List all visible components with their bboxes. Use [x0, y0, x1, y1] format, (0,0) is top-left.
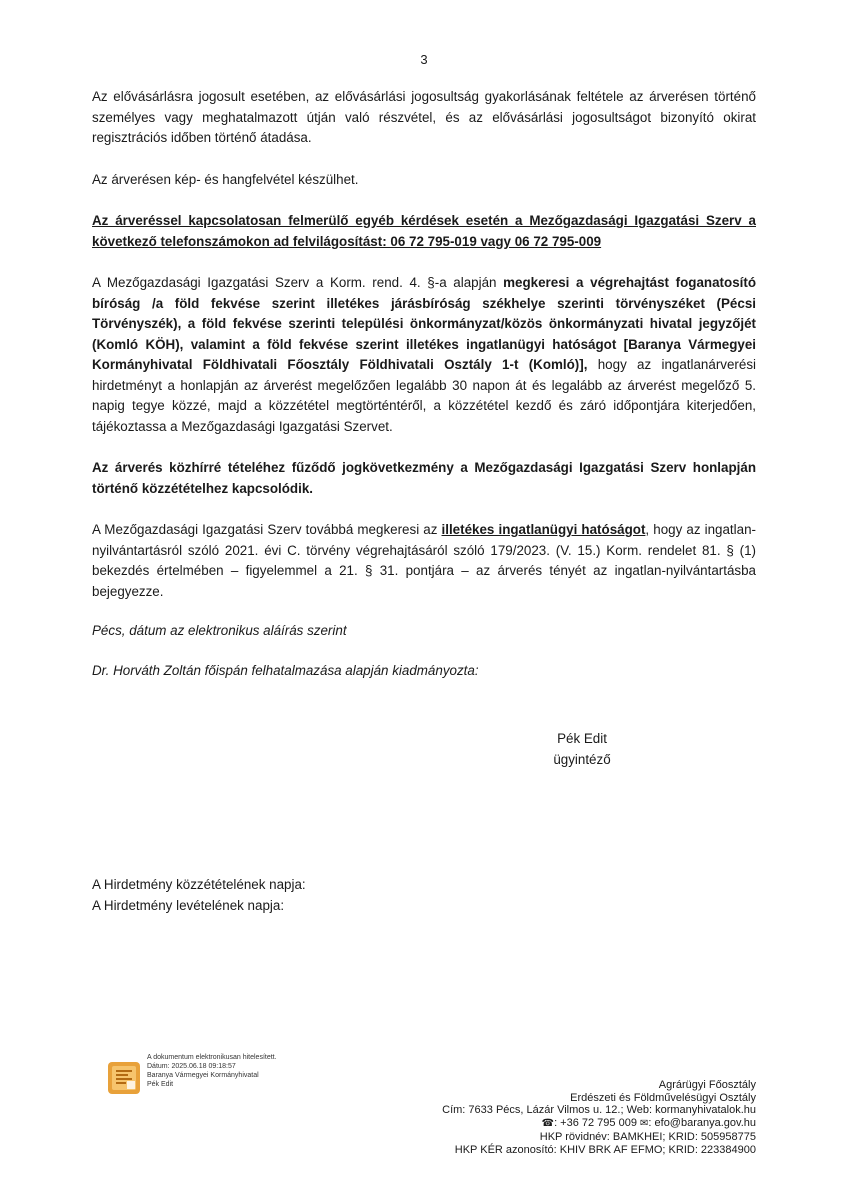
footer-email: : efo@baranya.gov.hu: [648, 1117, 756, 1130]
footer: [442, 1079, 756, 1156]
electronic-stamp: [107, 1053, 327, 1101]
phone-icon: ☎: [541, 1118, 555, 1130]
footer-department: Agrárügyi Főosztály: [658, 1079, 756, 1091]
document-body: [92, 87, 756, 681]
signatory-role: ügyintéző: [553, 751, 611, 767]
signatory-name: Pék Edit: [557, 731, 607, 746]
footer-hkp-ker: HKP KÉR azonosító: KHIV BRK AF EFMO; KRID: 223384900: [454, 1143, 756, 1156]
announcement-removed-label: A Hirdetmény levételének napja:: [92, 897, 285, 913]
signature-block: [512, 729, 652, 770]
announcement-published-label: A Hirdetmény közzétételének napja:: [92, 877, 306, 892]
paragraph-contact-phones: Az árveréssel kapcsolatosan felmerülő egyéb kérdések esetén a Mezőgazdasági Igazgatási Szerv a következő telefonszámokon ad felvilágosítást: 06 72 795-019 vagy 06 72 795-009: [92, 213, 756, 249]
stamp-text: [147, 1053, 277, 1089]
registry-authority: illetékes ingatlanügyi hatóságot: [441, 522, 646, 537]
registry-details: , hogy az ingatlan-nyilvántartásról szóló 2021. évi C. törvény végrehajtásáról szóló 179/2023. (V. 15.) Korm. rendelet 81. § (1) bekezdés értelmében – figyelemmel a 21. § 31. pontjára – az árverés tényét az ingatlan-nyilvántartásba bejegyezze.: [92, 522, 756, 599]
place-date: Pécs, dátum az elektronikus aláírás szerint: [92, 623, 347, 638]
stamp-line-4: Pék Edit: [147, 1081, 174, 1088]
announcement-dates: [92, 875, 306, 916]
paragraph-request: [92, 273, 756, 437]
stamp-line-1: A dokumentum elektronikusan hitelesített.: [147, 1054, 277, 1061]
footer-unit: Erdészeti és Földművelésügyi Osztály: [570, 1091, 756, 1104]
paragraph-registry: [92, 520, 756, 602]
page-number: 3: [420, 52, 428, 67]
paragraph-legal-consequence: Az árverés közhírré tételéhez fűződő jogkövetkezmény a Mezőgazdasági Igazgatási Szerv honlapján történő közzétételhez kapcsolódik.: [92, 460, 756, 496]
request-authorities: megkeresi a végrehajtást foganatosító bíróság /a föld fekvése szerint illetékes járásbíróság székhelye szerinti törvényszéket (Pécsi Törvényszék), a föld fekvése szerinti települési önkormányzat/közös önkormányzati hivatal jegyzőjét (Komló KÖH), valamint a föld fekvése szerint illetékes ingatlanügyi hatóságot [Baranya Vármegyei Kormányhivatal Földhivatali Főosztály Földhivatali Osztály 1-t (Komló)],: [92, 275, 756, 372]
email-icon: ✉: [640, 1118, 649, 1130]
authentication-seal-icon: [107, 1061, 141, 1095]
paragraph-recording: Az árverésen kép- és hangfelvétel készülhet.: [92, 171, 359, 187]
issuing-authority: Dr. Horváth Zoltán főispán felhatalmazása alapján kiadmányozta:: [92, 662, 479, 678]
footer-address: Cím: 7633 Pécs, Lázár Vilmos u. 12.; Web: kormanyhivatalok.hu: [442, 1104, 756, 1117]
stamp-line-3: Baranya Vármegyei Kormányhivatal: [147, 1072, 259, 1079]
request-details: hogy az ingatlanárverési hirdetményt a honlapján az árverést megelőzően legalább 30 napon át és legalább az árverést megelőző 5. napig tegye közzé, majd a közzététel megtörténtéről, a közzététel kezdő és záró időpontjára kiterjedően, tájékoztassa a Mezőgazdasági Igazgatási Szervet.: [92, 357, 757, 434]
footer-phone: : +36 72 795 009: [554, 1117, 637, 1130]
request-intro: A Mezőgazdasági Igazgatási Szerv a Korm. rend. 4. §-a alapján: [92, 275, 504, 290]
footer-hkp: HKP rövidnév: BAMKHEI; KRID: 505958775: [539, 1130, 756, 1143]
registry-intro: A Mezőgazdasági Igazgatási Szerv továbbá megkeresi az: [92, 522, 442, 537]
footer-contact: [442, 1117, 756, 1131]
stamp-line-2: Dátum: 2025.06.18 09:18:57: [147, 1063, 236, 1070]
paragraph-preemption: Az elővásárlásra jogosult esetében, az elővásárlási jogosultság gyakorlásának feltétele az árverésen történő személyes vagy meghatalmazott útján való részvétel, és az elővásárlási jogosultságot bizonyító okirat regisztrációs időben történő átadása.: [92, 89, 756, 145]
